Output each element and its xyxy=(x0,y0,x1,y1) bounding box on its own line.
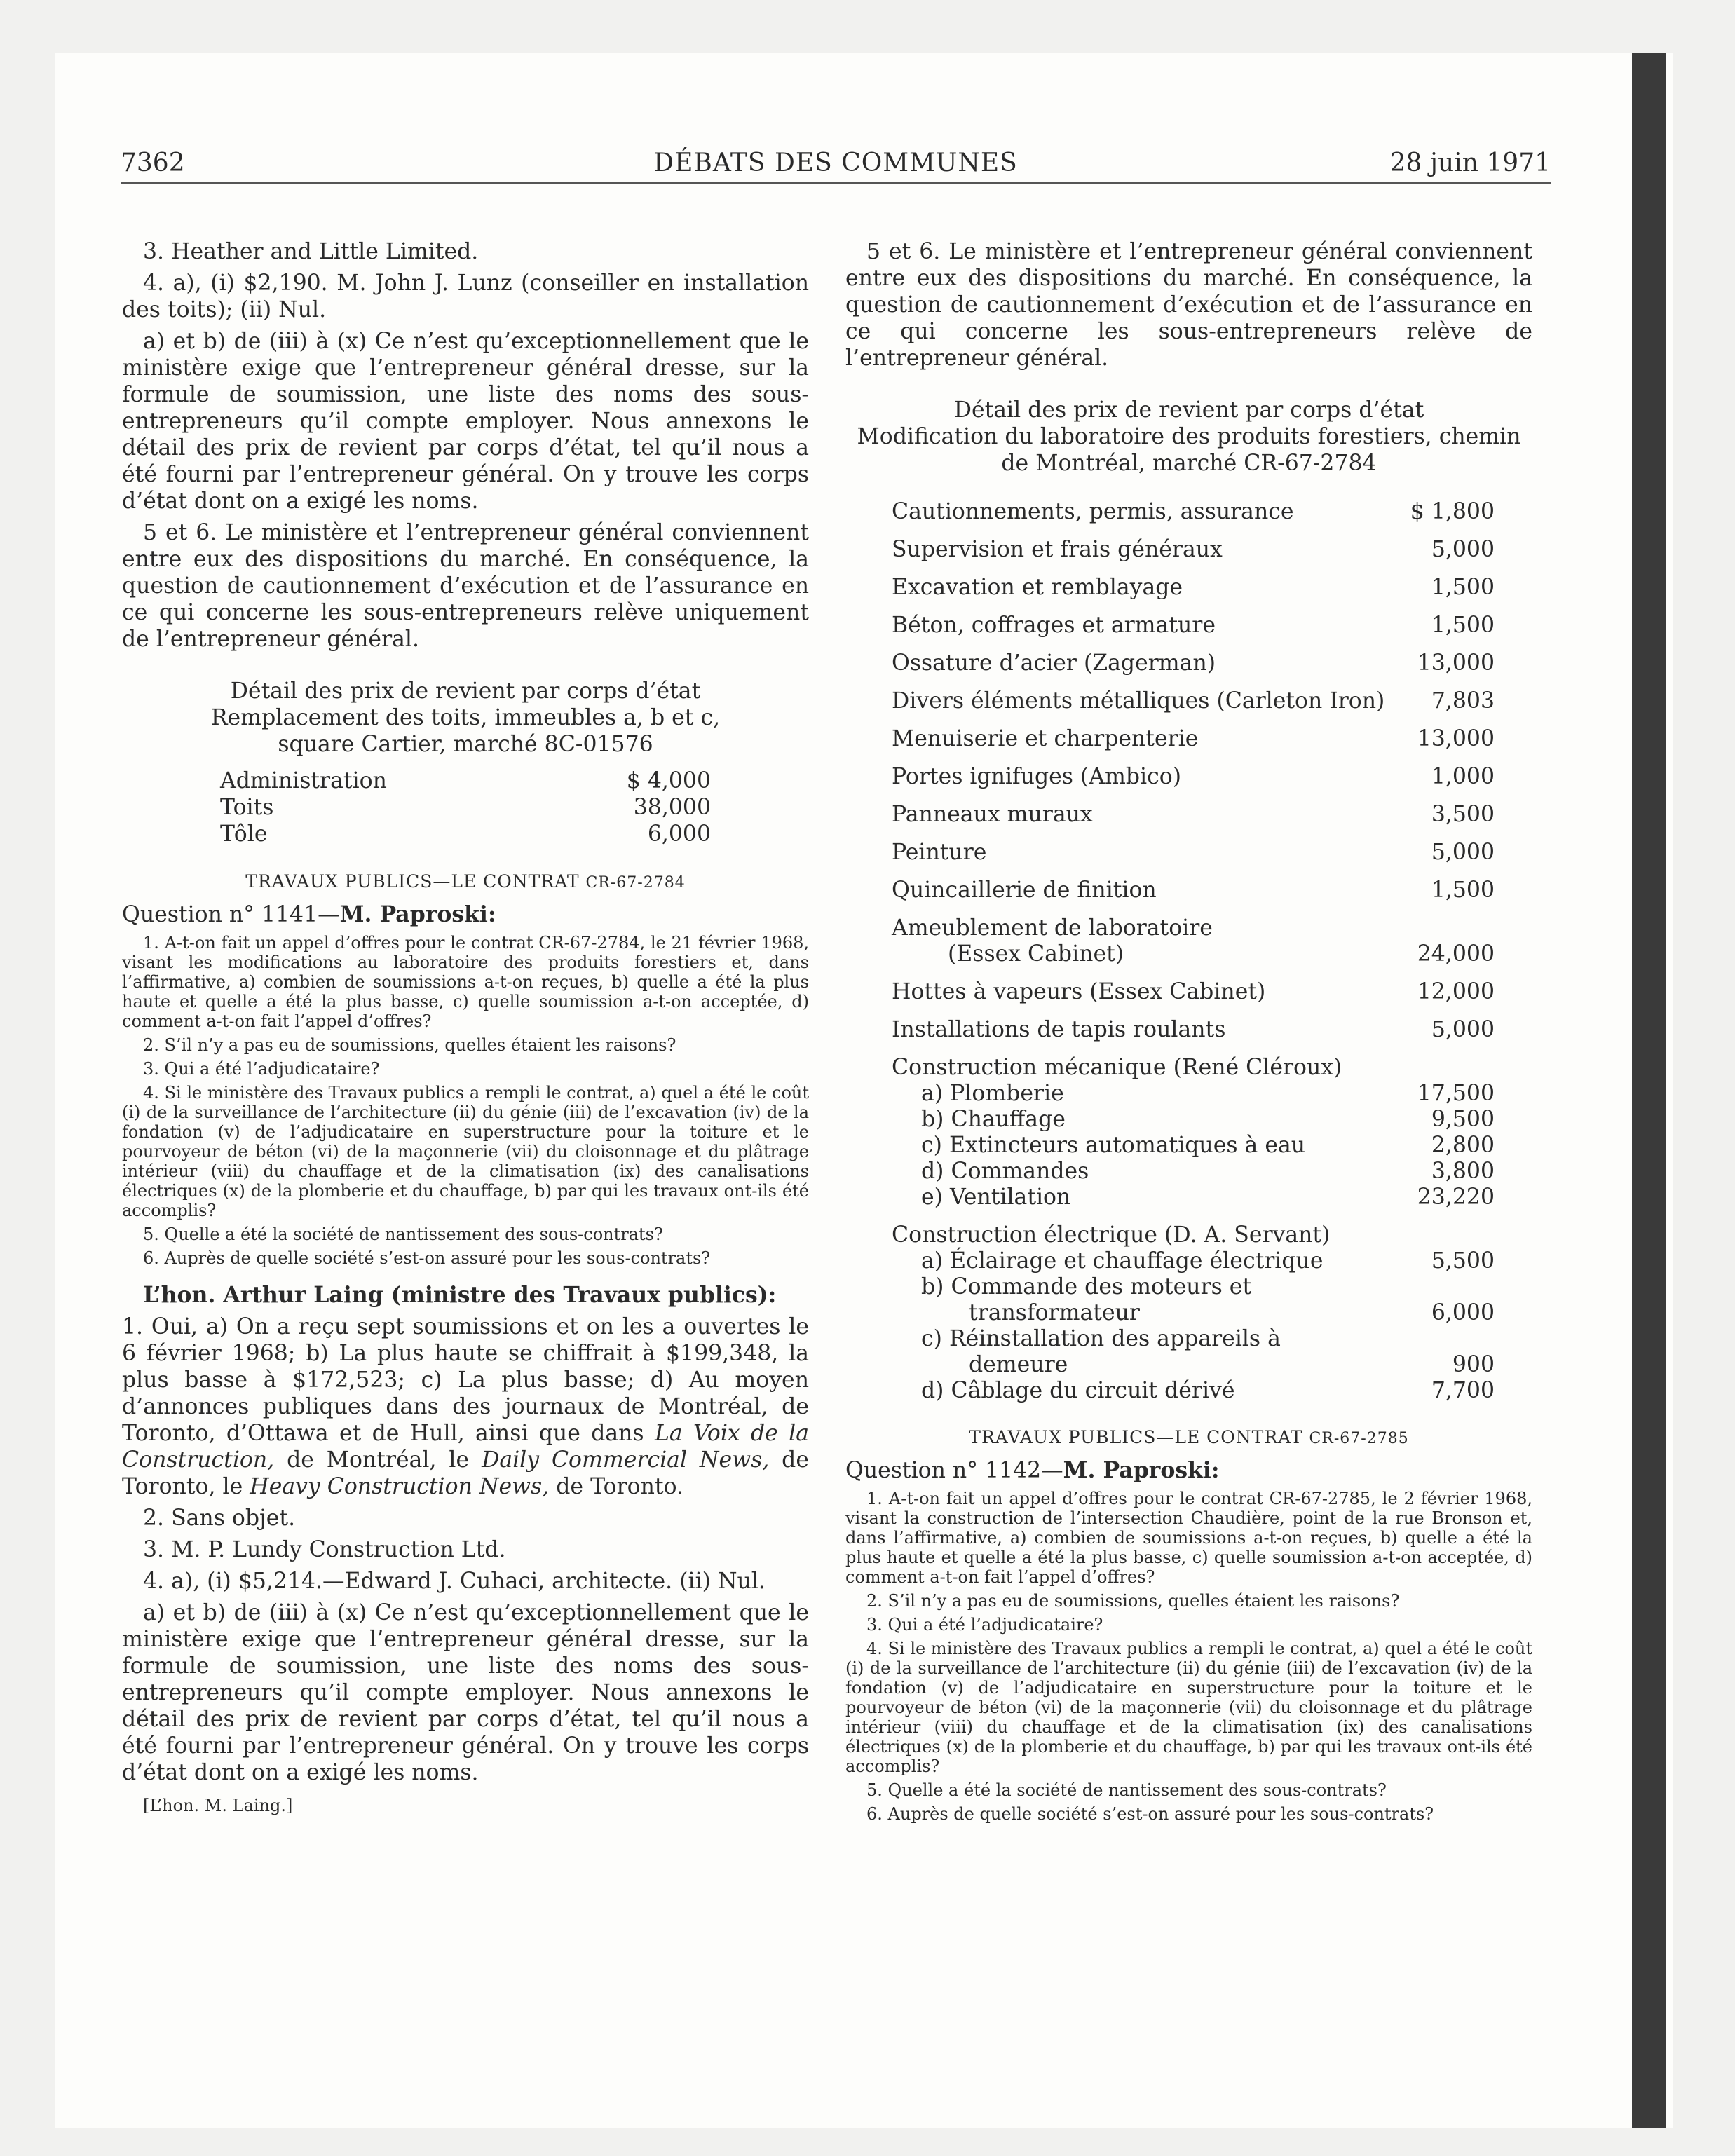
cost-item-value: 1,500 xyxy=(1431,613,1495,638)
right-column xyxy=(845,238,1532,1828)
cost-item-value xyxy=(1406,1274,1495,1299)
question-number: Question n° 1141— xyxy=(122,902,340,927)
table2-title-line: de Montréal, marché CR-67-2784 xyxy=(1001,451,1377,476)
cost-item-value: $ 4,000 xyxy=(626,768,711,793)
cost-item-label: c) Réinstallation des appareils à xyxy=(921,1326,1281,1351)
cost-item-label: Ameublement de laboratoire xyxy=(892,915,1213,941)
cost-item-value: 17,500 xyxy=(1417,1081,1495,1106)
cost-item-label: Supervision et frais généraux xyxy=(892,537,1223,562)
table-row xyxy=(892,562,1495,600)
table-row xyxy=(892,1042,1495,1080)
cost-item-label: Cautionnements, permis, assurance xyxy=(892,499,1294,524)
cost-item-value: 24,000 xyxy=(1417,941,1495,967)
table-row xyxy=(892,600,1495,638)
table2-title-line: Modification du laboratoire des produits forestiers, chemin xyxy=(857,424,1521,449)
cost-item-value: 5,000 xyxy=(1431,840,1495,865)
table-row xyxy=(220,821,711,847)
cost-item-label: Menuiserie et charpenterie xyxy=(892,726,1199,751)
table-row xyxy=(892,1248,1495,1274)
answer-a-b: a) et b) de (iii) à (x) Ce n’est qu’exceptionnellement que le ministère exige que l’entrepreneur général dresse, sur la formule de soumission, une liste des noms des sous-entrepreneurs qu’il compte employer. Nous annexons le détail des prix de revient par corps d’état, tel qu’il nous a été fourni par l’entrepreneur général. On y trouve les corps d’état dont on a exigé les noms. xyxy=(122,1600,809,1785)
cost-item-label: demeure xyxy=(969,1352,1068,1377)
question-member: M. Paproski: xyxy=(1063,1457,1220,1483)
cost-item-value: 7,803 xyxy=(1431,688,1495,714)
cost-item-value: 3,800 xyxy=(1431,1159,1495,1184)
contract-code: CR-67-2785 xyxy=(1309,1430,1409,1447)
table-row xyxy=(892,1132,1495,1158)
question-item: 1. A-t-on fait un appel d’offres pour le contrat CR-67-2784, le 21 février 1968, visant les modifications au laboratoire des produits forestiers et, dans l’affirmative, a) combien de soumissions a-t-on reçues, b) quelle a été la plus haute et quelle a été la plus basse, c) quelle soumission a-t-on acceptée, d) comment a-t-on fait l’appel d’offres? xyxy=(122,933,809,1031)
section-heading xyxy=(122,871,809,892)
running-header xyxy=(121,149,1551,184)
table-row xyxy=(220,794,711,821)
left-column xyxy=(122,238,809,1815)
answer-text: 1. Oui, a) On a reçu sept soumissions et on les a ouvertes le 6 février 1968; b) La plus haute se chiffrait à $199,348, la plus basse à $172,523; c) La plus basse; d) Au moyen d’annonces publiques dans des journaux de Montréal, de Toronto, d’Ottawa et de Hull, ainsi que dans xyxy=(122,1314,809,1446)
table-row xyxy=(892,903,1495,941)
table-row xyxy=(892,1158,1495,1184)
answer-2: 2. Sans objet. xyxy=(143,1506,296,1531)
cost-item-value: 1,500 xyxy=(1431,878,1495,903)
page-number: 7362 xyxy=(121,149,185,177)
publication-date: 28 juin 1971 xyxy=(1389,149,1551,177)
cost-item-label: Construction mécanique (René Cléroux) xyxy=(892,1055,1342,1080)
table-row xyxy=(892,789,1495,827)
cost-item-value: 38,000 xyxy=(633,795,711,820)
table-row xyxy=(892,714,1495,751)
answer-text: de Toronto, le xyxy=(122,1447,809,1499)
cost-item-value: 900 xyxy=(1452,1352,1495,1377)
table-row xyxy=(892,1210,1495,1248)
question-list xyxy=(122,933,809,1268)
cost-item-value: 9,500 xyxy=(1431,1107,1495,1132)
question-item: 6. Auprès de quelle société s’est-on assuré pour les sous-contrats? xyxy=(143,1248,711,1268)
question-item: 6. Auprès de quelle société s’est-on assuré pour les sous-contrats? xyxy=(866,1804,1434,1824)
cost-item-value xyxy=(1406,903,1495,941)
table-row xyxy=(220,767,711,794)
answer-1 xyxy=(122,1314,809,1500)
table-row xyxy=(892,676,1495,714)
table-row xyxy=(892,865,1495,903)
answer-item-3: 3. Heather and Little Limited. xyxy=(143,239,479,264)
cost-item-value: 7,700 xyxy=(1431,1378,1495,1403)
cost-item-label: Construction électrique (D. A. Servant) xyxy=(892,1222,1331,1248)
cost-table-roofs xyxy=(220,767,711,847)
table1-title xyxy=(122,678,809,758)
table1-title-line: square Cartier, marché 8C-01576 xyxy=(278,732,653,757)
cost-item-value: 1,000 xyxy=(1431,764,1495,789)
question-item: 5. Quelle a été la société de nantissement des sous-contrats? xyxy=(143,1224,663,1244)
question-item: 5. Quelle a été la société de nantissement des sous-contrats? xyxy=(866,1780,1387,1800)
cost-item-label: a) Éclairage et chauffage électrique xyxy=(921,1248,1324,1274)
question-item: 4. Si le ministère des Travaux publics a rempli le contrat, a) quel a été le coût (i) de la surveillance de l’architecture (ii) du génie (iii) de l’excavation (iv) de la fondation (v) de l’adjudicataire en superstructure pour la toiture et le pourvoyeur de béton (vi) de la maçonnerie (vii) du cloisonnage et du plâtrage intérieur (viii) du chauffage et de la climatisation (ix) des canalisations électriques (x) de la plomberie et du chauffage, b) par qui les travaux ont-ils été accomplis? xyxy=(845,1639,1532,1776)
answer-item-a-b: a) et b) de (iii) à (x) Ce n’est qu’exceptionnellement que le ministère exige que l’entrepreneur général dresse, sur la formule de soumission, une liste des noms des sous-entrepreneurs qu’il compte employer. Nous annexons le détail des prix de revient par corps d’état, tel qu’il nous a été fourni par l’entrepreneur général. On y trouve les corps d’état dont on a exigé les noms. xyxy=(122,329,809,514)
cost-item-label: Excavation et remblayage xyxy=(892,575,1183,600)
cost-item-label: (Essex Cabinet) xyxy=(948,941,1124,967)
page-edge-shadow xyxy=(1632,53,1666,2128)
section-title: TRAVAUX PUBLICS—LE CONTRAT xyxy=(245,871,580,892)
cost-item-value: 13,000 xyxy=(1417,726,1495,751)
table1-title-line: Remplacement des toits, immeubles a, b et c, xyxy=(210,705,721,730)
question-item: 3. Qui a été l’adjudicataire? xyxy=(866,1615,1103,1635)
cost-item-label: Portes ignifuges (Ambico) xyxy=(892,764,1181,789)
table-row xyxy=(892,1106,1495,1132)
cost-item-label: b) Commande des moteurs et xyxy=(921,1274,1252,1299)
table-row xyxy=(892,967,1495,1004)
answer-item-5-6: 5 et 6. Le ministère et l’entrepreneur général conviennent entre eux des dispositions du marché. En conséquence, la question de cautionnement d’exécution et de l’assurance en ce qui concerne les sous-entrepreneurs relève de l’entrepreneur général. xyxy=(845,239,1532,371)
cost-item-label: Tôle xyxy=(220,821,268,847)
table-row xyxy=(892,1080,1495,1106)
cost-item-label: Panneaux muraux xyxy=(892,802,1093,827)
speaker-name: L’hon. Arthur Laing (ministre des Travaux publics): xyxy=(143,1282,777,1308)
table-row xyxy=(892,1377,1495,1403)
cost-item-label: transformateur xyxy=(969,1300,1140,1325)
cost-item-label: a) Plomberie xyxy=(921,1081,1064,1106)
cost-item-value: 23,220 xyxy=(1417,1185,1495,1210)
question-item: 3. Qui a été l’adjudicataire? xyxy=(143,1059,380,1079)
answer-item-5-6: 5 et 6. Le ministère et l’entrepreneur général conviennent entre eux des dispositions du marché. En conséquence, la question de cautionnement d’exécution et de l’assurance en ce qui concerne les sous-entrepreneurs relève uniquement de l’entrepreneur général. xyxy=(122,520,809,652)
cost-item-value: 6,000 xyxy=(1431,1300,1495,1325)
cost-item-value: 1,500 xyxy=(1431,575,1495,600)
speaker-footer: [L’hon. M. Laing.] xyxy=(143,1796,293,1815)
cost-item-label: Peinture xyxy=(892,840,987,865)
cost-item-label: b) Chauffage xyxy=(921,1107,1066,1132)
answer-item-4: 4. a), (i) $2,190. M. John J. Lunz (conseiller en installation des toits); (ii) Nul. xyxy=(122,271,809,322)
cost-item-value: 5,000 xyxy=(1431,537,1495,562)
table-row xyxy=(892,1351,1495,1377)
cost-table-laboratory xyxy=(892,486,1495,1403)
table-row xyxy=(892,827,1495,865)
cost-item-value: 5,000 xyxy=(1431,1017,1495,1042)
cost-item-value: 3,500 xyxy=(1431,802,1495,827)
table1-title-line: Détail des prix de revient par corps d’état xyxy=(230,678,701,704)
cost-item-label: c) Extincteurs automatiques à eau xyxy=(921,1133,1306,1158)
answer-4: 4. a), (i) $5,214.—Edward J. Cuhaci, architecte. (ii) Nul. xyxy=(143,1569,766,1594)
cost-item-value: 13,000 xyxy=(1417,650,1495,676)
table-row xyxy=(892,1004,1495,1042)
cost-item-label: d) Câblage du circuit dérivé xyxy=(921,1378,1235,1403)
cost-item-label: e) Ventilation xyxy=(921,1185,1071,1210)
table-row xyxy=(892,1299,1495,1325)
question-member: M. Paproski: xyxy=(339,901,496,927)
question-item: 2. S’il n’y a pas eu de soumissions, quelles étaient les raisons? xyxy=(866,1591,1400,1611)
table-row xyxy=(892,1274,1495,1299)
table-row xyxy=(892,1325,1495,1351)
table2-title xyxy=(845,397,1532,477)
cost-item-label: Quincaillerie de finition xyxy=(892,878,1157,903)
contract-code: CR-67-2784 xyxy=(585,874,686,892)
table-row xyxy=(892,1184,1495,1210)
cost-item-value: 6,000 xyxy=(647,821,711,847)
question-heading xyxy=(845,1457,1532,1483)
answer-text: de Toronto. xyxy=(549,1474,683,1499)
cost-item-label: Administration xyxy=(220,768,387,793)
section-heading xyxy=(845,1427,1532,1447)
table-row xyxy=(892,638,1495,676)
question-item: 4. Si le ministère des Travaux publics a rempli le contrat, a) quel a été le coût (i) de la surveillance de l’architecture (ii) du génie (iii) de l’excavation (iv) de la fondation (v) de l’adjudicataire en superstructure pour la toiture et le pourvoyeur de béton (vi) de la maçonnerie (vii) du cloisonnage et du plâtrage intérieur (viii) du chauffage et de la climatisation (ix) des canalisations électriques (x) de la plomberie et du chauffage, b) par qui les travaux ont-ils été accomplis? xyxy=(122,1083,809,1220)
cost-item-value: 5,500 xyxy=(1431,1248,1495,1274)
cost-item-label: Ossature d’acier (Zagerman) xyxy=(892,650,1216,676)
publication-title: DÉBATS DES COMMUNES xyxy=(653,149,1018,177)
publication-name: Daily Commercial News, xyxy=(482,1447,770,1473)
question-item: 1. A-t-on fait un appel d’offres pour le contrat CR-67-2785, le 2 février 1968, visant la construction de l’intersection Chaudière, point de la rue Bronson et, dans l’affirmative, a) combien de soumissions a-t-on reçues, b) quelle a été la plus haute et quelle a été la plus basse, c) quelle soumission a-t-on acceptée, d) comment a-t-on fait l’appel d’offres? xyxy=(845,1489,1532,1587)
cost-item-label: d) Commandes xyxy=(921,1159,1089,1184)
question-item: 2. S’il n’y a pas eu de soumissions, quelles étaient les raisons? xyxy=(143,1035,676,1055)
question-heading xyxy=(122,901,809,927)
table2-title-line: Détail des prix de revient par corps d’état xyxy=(953,397,1424,423)
table-row xyxy=(892,751,1495,789)
question-number: Question n° 1142— xyxy=(845,1458,1063,1483)
cost-item-label: Installations de tapis roulants xyxy=(892,1017,1226,1042)
cost-item-label: Toits xyxy=(220,795,274,820)
publication-name: Heavy Construction News, xyxy=(250,1474,550,1499)
answer-3: 3. M. P. Lundy Construction Ltd. xyxy=(143,1537,506,1562)
section-title: TRAVAUX PUBLICS—LE CONTRAT xyxy=(969,1427,1303,1447)
cost-item-value: 2,800 xyxy=(1431,1133,1495,1158)
cost-item-label: Hottes à vapeurs (Essex Cabinet) xyxy=(892,979,1266,1004)
cost-item-label: Divers éléments métalliques (Carleton Iron) xyxy=(892,688,1385,714)
question-list xyxy=(845,1489,1532,1824)
table-row xyxy=(892,524,1495,562)
answer-text: de Montréal, le xyxy=(274,1447,482,1473)
cost-item-value: $ 1,800 xyxy=(1410,499,1495,524)
cost-item-label: Béton, coffrages et armature xyxy=(892,613,1216,638)
cost-item-value xyxy=(1406,1042,1495,1080)
cost-item-value xyxy=(1406,1210,1495,1248)
answer-speaker xyxy=(122,1282,809,1309)
table-row xyxy=(892,486,1495,524)
cost-item-value: 12,000 xyxy=(1417,979,1495,1004)
cost-item-value xyxy=(1406,1325,1495,1351)
publication-name: La Voix de la Construction, xyxy=(122,1421,809,1473)
table-row xyxy=(892,941,1495,967)
